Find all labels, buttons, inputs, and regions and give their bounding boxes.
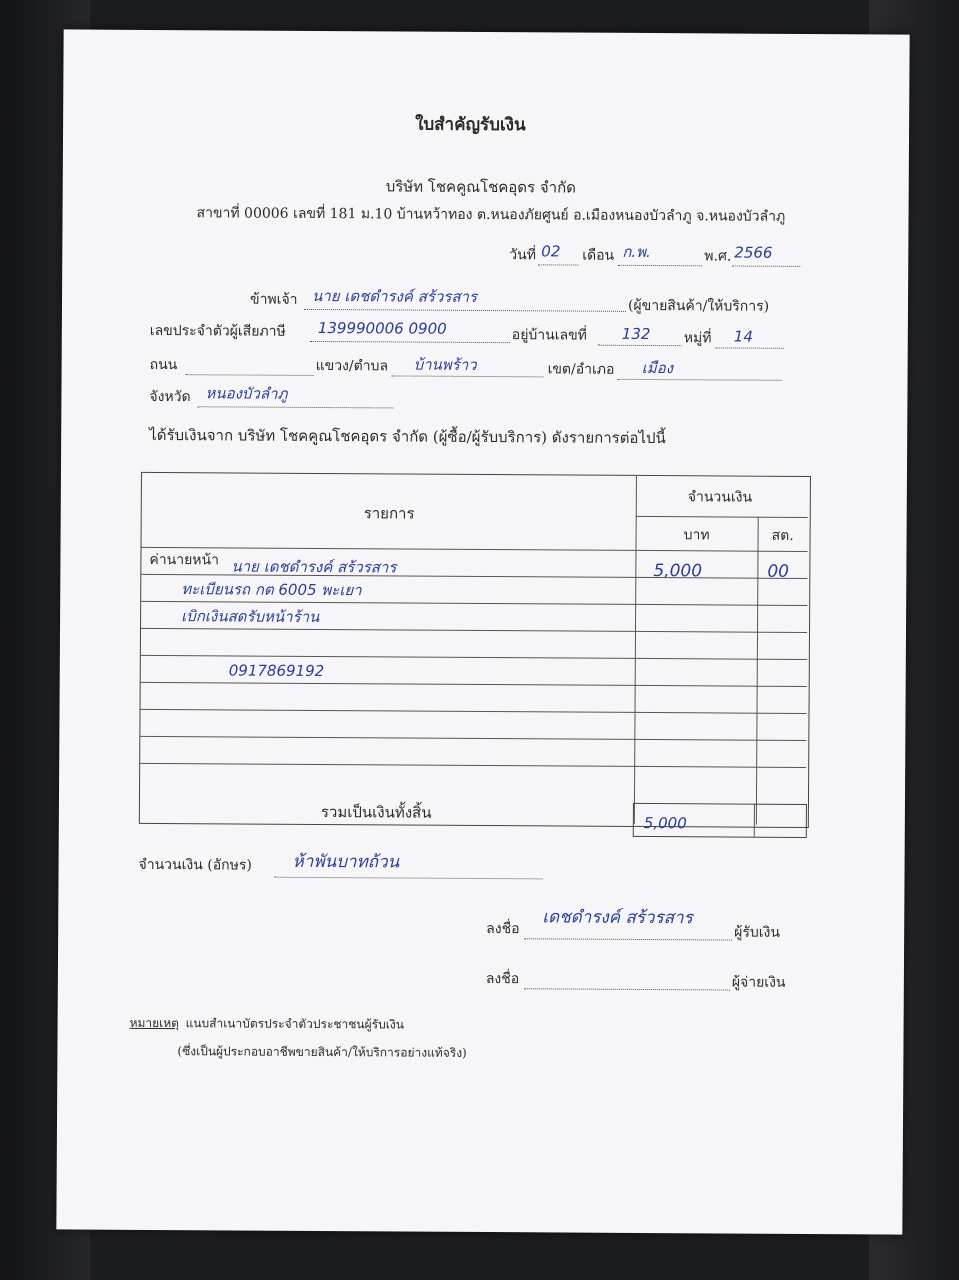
total-label: รวมเป็นเงินทั้งสิ้น	[320, 803, 432, 822]
row-handwritten: นาย เดชดำรงค์ สร้วรสาร	[231, 557, 397, 577]
payer-sign-line	[524, 988, 730, 990]
district-line	[618, 379, 782, 381]
items-table	[139, 472, 811, 828]
day-value: 02	[541, 242, 561, 261]
note-label: หมายเหตุ	[129, 1015, 180, 1031]
payee-role-label: (ผู้ขายสินค้า/ให้บริการ)	[627, 297, 770, 315]
road-line	[186, 374, 314, 376]
total-satang-divider	[754, 805, 755, 837]
tax-id-value: 139990006 0900	[317, 318, 447, 338]
amount-words-label: จำนวนเงิน (อักษร)	[138, 856, 252, 874]
table-row	[140, 736, 806, 767]
province-line	[197, 406, 393, 408]
year-line	[732, 266, 800, 267]
moo-value: 14	[733, 327, 753, 346]
subdistrict-line	[392, 375, 544, 377]
table-row	[141, 601, 807, 632]
house-no-label: อยู่บ้านเลขที่	[511, 327, 587, 344]
row-item: ค่านายหน้า	[149, 551, 220, 569]
year-label: พ.ศ.	[704, 248, 732, 265]
day-label: วันที่	[509, 247, 537, 264]
amount-subheader-line	[636, 516, 808, 518]
payee-name-label: ข้าพเจ้า	[249, 291, 298, 308]
table-row	[141, 628, 807, 659]
receiver-sign-label: ลงชื่อ	[486, 921, 520, 938]
table-row	[140, 763, 806, 794]
row-handwritten: ทะเบียนรถ กต 6005 พะเยา	[181, 580, 362, 600]
month-line	[618, 265, 702, 267]
row-satang: 00	[767, 561, 790, 582]
amount-words-line	[274, 877, 542, 880]
moo-line	[716, 347, 784, 348]
received-from-text: ได้รับเงินจาก บริษัท โชคคูณโชคอุดร จำกัด (ผู้ซื้อ/ผู้รับบริการ) ดังรายการต่อไปนี้	[149, 425, 666, 448]
subdistrict-value: บ้านพร้าว	[413, 355, 477, 374]
receiver-sign-line	[524, 938, 732, 940]
payer-sign-label: ลงชื่อ	[485, 971, 520, 988]
total-box	[633, 803, 807, 838]
col-baht-header: บาท	[683, 527, 710, 544]
payer-role: ผู้จ่ายเงิน	[731, 974, 786, 991]
province-label: จังหวัด	[149, 388, 191, 406]
note-line2: (ซึ่งเป็นผู้ประกอบอาชีพขายสินค้า/ให้บริการอย่างแท้จริง)	[177, 1044, 467, 1060]
province-value: หนองบัวลำภู	[205, 384, 288, 403]
district-label: เขต/อำเภอ	[547, 361, 615, 378]
col-items-header: รายการ	[363, 504, 415, 523]
moo-label: หมู่ที่	[683, 330, 712, 347]
house-no-value: 132	[621, 324, 651, 344]
col-amount-header: จำนวนเงิน	[687, 489, 753, 506]
year-value: 2566	[734, 243, 773, 262]
receipt-title: ใบสำคัญรับเงิน	[415, 114, 526, 136]
tax-id-label: เลขประจำตัวผู้เสียภาษี	[149, 322, 286, 340]
table-row	[141, 574, 807, 605]
payee-name-value: นาย เดชดำรงค์ สร้วรสาร	[311, 286, 478, 306]
company-address: สาขาที่ 00006 เลขที่ 181 ม.10 บ้านหว้าทอง ต.หนองภัยศูนย์ อ.เมืองหนองบัวลำภู จ.หนองบัวลำภู	[196, 205, 786, 225]
receiver-signature: เดชดำรงค์ สร้วรสาร	[542, 907, 693, 929]
month-label: เดือน	[582, 247, 615, 264]
col-satang-header: สต.	[771, 527, 794, 544]
company-name: บริษัท โชคคูณโชคอุดร จำกัด	[385, 177, 577, 197]
row-handwritten: 0917869192	[228, 661, 325, 681]
row-baht: 5,000	[653, 561, 703, 582]
month-value: ก.พ.	[622, 242, 651, 262]
receiver-role: ผู้รับเงิน	[734, 924, 781, 941]
amount-words-value: ห้าพันบาทถ้วน	[292, 851, 400, 873]
note-line1: แนบสำเนาบัตรประจำตัวประชาชนผู้รับเงิน	[185, 1016, 404, 1032]
road-label: ถนน	[149, 356, 178, 374]
total-value: 5,000	[643, 813, 687, 833]
day-line	[538, 264, 578, 265]
table-row	[140, 709, 806, 740]
table-row	[141, 547, 807, 582]
table-row	[141, 655, 807, 686]
payee-name-line	[304, 309, 626, 312]
tax-id-line	[310, 341, 510, 343]
district-value: เมือง	[641, 358, 674, 378]
table-row	[141, 682, 807, 713]
row-handwritten: เบิกเงินสดรับหน้าร้าน	[181, 607, 320, 626]
house-no-line	[598, 345, 682, 347]
receipt-paper	[56, 29, 909, 1234]
subdistrict-label: แขวง/ตำบล	[315, 357, 389, 375]
